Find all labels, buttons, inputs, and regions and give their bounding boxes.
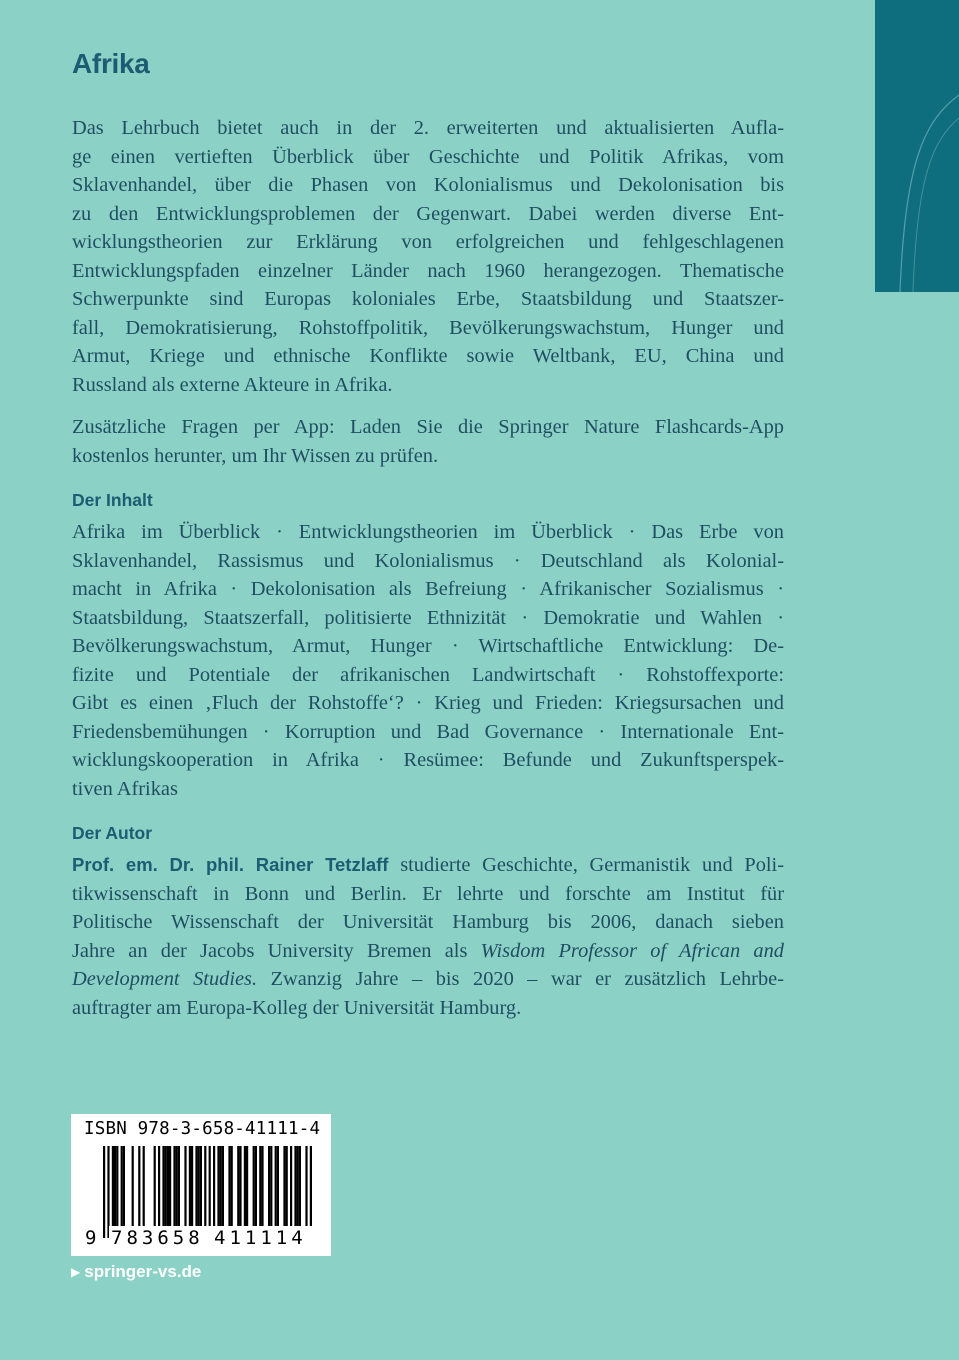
barcode-bar	[116, 1146, 118, 1226]
text-line	[72, 851, 784, 880]
author-heading: Der Autor	[72, 823, 153, 843]
text-line: wicklungskooperation in Afrika · Resümee: Befunde und Zukunftsperspek-	[72, 749, 784, 771]
ean-first-digit: 9	[85, 1227, 97, 1249]
barcode-bar	[213, 1146, 215, 1226]
publisher-link[interactable]	[71, 1262, 201, 1282]
barcode-bar	[209, 1146, 211, 1238]
author-text: Zwanzig Jahre – bis 2020 – war er zusätzlich Lehrbe-	[257, 968, 785, 990]
text-line: Entwicklungspfaden einzelner Länder nach 1960 herangezogen. Thematische	[72, 259, 784, 282]
barcode-bar	[138, 1146, 140, 1226]
barcode-bar	[237, 1146, 239, 1226]
text-line: tiven Afrikas	[72, 777, 178, 800]
app-note-paragraph	[72, 413, 784, 470]
barcode-bar	[195, 1146, 197, 1226]
barcode-bar	[189, 1146, 191, 1226]
text-line: zu den Entwicklungsproblemen der Gegenwart. Dabei werden diverse Ent-	[72, 202, 784, 225]
barcode-bar	[294, 1146, 296, 1226]
publisher-url: springer-vs.de	[84, 1262, 202, 1281]
barcode-bar	[123, 1146, 125, 1226]
barcode-bar	[283, 1146, 285, 1226]
barcode-bar	[286, 1146, 288, 1226]
barcode-bar	[277, 1146, 279, 1226]
text-line: Bevölkerungswachstum, Armut, Hunger · Wirtschaftliche Entwicklung: De-	[72, 635, 784, 657]
barcode-bar	[246, 1146, 248, 1226]
barcode-bar	[121, 1146, 123, 1226]
text-line	[72, 937, 784, 966]
barcode-bar	[112, 1146, 114, 1226]
barcode-bar	[165, 1146, 167, 1226]
barcode-bar	[270, 1146, 272, 1226]
barcode-bar	[107, 1146, 109, 1238]
text-line: tikwissenschaft in Bonn und Berlin. Er lehrte und forschte am Institut für	[72, 882, 784, 905]
barcode-bar	[299, 1146, 301, 1226]
description-paragraph	[72, 114, 784, 399]
barcode-bar	[103, 1146, 105, 1238]
barcode-bar	[231, 1146, 233, 1226]
barcode-bar	[169, 1146, 171, 1226]
text-line: Schwerpunkte sind Europas koloniales Erbe, Staatsbildung und Staatszer-	[72, 288, 784, 310]
barcode-bar	[143, 1146, 145, 1226]
text-line: auftragter am Europa-Kolleg der Universität Hamburg.	[72, 996, 522, 1019]
barcode-bar	[167, 1146, 169, 1226]
decorative-arc-lines	[875, 0, 959, 292]
text-line: Sklavenhandel, Rassismus und Kolonialismus · Deutschland als Kolonial-	[72, 549, 784, 572]
text-line: macht in Afrika · Dekolonisation als Befreiung · Afrikanischer Sozialismus ·	[72, 578, 784, 600]
barcode-bar	[176, 1146, 178, 1226]
text-line: Afrika im Überblick · Entwicklungstheorien im Überblick · Das Erbe von	[72, 521, 784, 543]
text-line: Zusätzliche Fragen per App: Laden Sie die Springer Nature Flashcards-App	[72, 416, 784, 438]
contents-heading: Der Inhalt	[72, 490, 153, 510]
text-line	[72, 965, 784, 994]
barcode-bar	[239, 1146, 241, 1226]
barcode-bar	[261, 1146, 263, 1226]
barcode-bar	[253, 1146, 255, 1226]
barcode-bar	[259, 1146, 261, 1226]
barcode-bar	[184, 1146, 186, 1226]
text-line: Friedensbemühungen · Korruption und Bad Governance · Internationale Ent-	[72, 720, 784, 743]
barcode-bar	[290, 1146, 292, 1226]
barcode-bar	[162, 1146, 164, 1226]
barcode-bar	[310, 1146, 312, 1238]
author-title-italic: Wisdom Professor of African and	[480, 939, 784, 962]
text-line: ge einen vertieften Überblick über Geschichte und Politik Afrikas, vom	[72, 145, 784, 168]
contents-paragraph	[72, 518, 784, 803]
text-line: kostenlos herunter, um Ihr Wissen zu prüfen.	[72, 444, 439, 467]
ean-right-digits: 411114	[214, 1227, 307, 1249]
barcode-bar	[191, 1146, 193, 1226]
barcode-bar	[198, 1146, 200, 1226]
text-line: fizite und Potentiale der afrikanischen Landwirtschaft · Rohstoffexporte:	[72, 663, 784, 686]
barcode-bar	[158, 1146, 160, 1226]
text-line: Das Lehrbuch bietet auch in der 2. erweiterten und aktualisierten Aufla-	[72, 117, 784, 139]
text-line: Armut, Kriege und ethnische Konflikte sowie Weltbank, EU, China und	[72, 345, 784, 367]
barcode-bar	[275, 1146, 277, 1226]
decorative-color-band	[875, 0, 959, 292]
text-line: wicklungstheorien zur Erklärung von erfolgreichen und fehlgeschlagenen	[72, 231, 784, 253]
barcode-bar	[255, 1146, 257, 1226]
author-name: Prof. em. Dr. phil. Rainer Tetzlaff	[72, 854, 389, 875]
barcode-bar	[305, 1146, 307, 1238]
barcode-bar	[200, 1146, 202, 1226]
text-line: Sklavenhandel, über die Phasen von Kolonialismus und Dekolonisation bis	[72, 174, 784, 196]
ean-left-digits: 783658	[111, 1227, 204, 1249]
barcode-bar	[154, 1146, 156, 1226]
play-arrow-icon: ▶	[71, 1265, 81, 1279]
text-line: Russland als externe Akteure in Afrika.	[72, 373, 393, 396]
text-line: fall, Demokratisierung, Rohstoffpolitik, Bevölkerungswachstum, Hunger und	[72, 316, 784, 339]
book-title: Afrika	[72, 48, 150, 79]
barcode-bar	[268, 1146, 270, 1226]
barcode-bar	[173, 1146, 175, 1226]
author-paragraph	[72, 851, 784, 1022]
barcode-bar	[244, 1146, 246, 1226]
barcode-bar	[114, 1146, 116, 1226]
barcode-bar	[228, 1146, 230, 1226]
isbn-barcode	[71, 1114, 331, 1256]
isbn-label: ISBN 978-3-658-41111-4	[84, 1119, 321, 1139]
author-text: Jahre an der Jacobs University Bremen als	[72, 939, 481, 962]
barcode-bar	[132, 1146, 134, 1226]
barcode-bar	[297, 1146, 299, 1226]
text-line: Gibt es einen ‚Fluch der Rohstoffe‘? · Krieg und Frieden: Kriegsursachen und	[72, 692, 784, 714]
barcode-bar	[220, 1146, 222, 1226]
text-line: Politische Wissenschaft der Universität Hamburg bis 2006, danach sieben	[72, 911, 784, 933]
text-line: Staatsbildung, Staatszerfall, politisierte Ethnizität · Demokratie und Wahlen ·	[72, 606, 784, 629]
author-text: studierte Geschichte, Germanistik und Poli-	[388, 854, 785, 876]
barcode-bar	[217, 1146, 219, 1226]
barcode-bar	[204, 1146, 206, 1238]
author-title-italic: Development Studies.	[72, 968, 258, 990]
barcode-bar	[222, 1146, 224, 1226]
barcode-bar	[178, 1146, 180, 1226]
